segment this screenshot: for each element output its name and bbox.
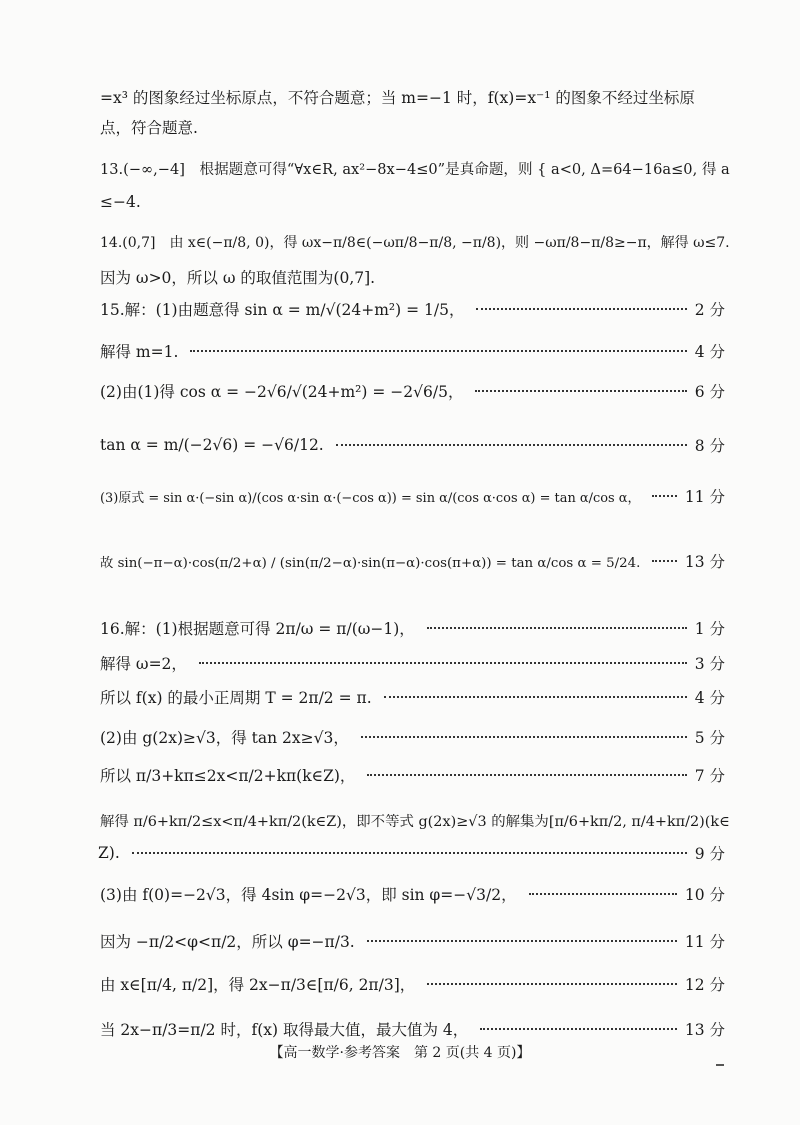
answer-15-step-4: tan α = m/(−2√6) = −√6/12. 8 分 [100, 436, 725, 455]
dot-leader [480, 1028, 677, 1030]
dot-leader [384, 696, 687, 698]
answer-16-step-7: (3)由 f(0)=−2√3，得 4sin φ=−2√3，即 sin φ=−√3/2， 10 分 [100, 883, 725, 905]
dot-leader [652, 495, 676, 497]
dot-leader [367, 940, 677, 942]
answer-16-step-6-cont: Z). 9 分 [98, 844, 725, 863]
answer-16-step-8: 因为 −π/2<φ<π/2，所以 φ=−π/3. 11 分 [100, 930, 725, 952]
answer-15-step-5: (3)原式 = sin α·(−sin α)/(cos α·sin α·(−cos α)) = sin α/(cos α·cos α) = tan α/cos α， 11 分 [100, 485, 725, 507]
dot-leader [367, 774, 686, 776]
score-badge: 12 分 [684, 976, 725, 994]
answer-16-step-10: 当 2x−π/3=π/2 时，f(x) 取得最大值，最大值为 4， 13 分 [100, 1018, 725, 1040]
score-badge: 11 分 [684, 933, 725, 951]
score-badge: 10 分 [684, 886, 725, 904]
answer-13-line-1: 13.(−∞,−4] 根据题意可得“∀x∈R, ax²−8x−4≤0”是真命题，则 { a<0, Δ=64−16a≤0, 得 a [100, 161, 730, 178]
score-badge: 8 分 [694, 437, 725, 455]
dot-leader [132, 852, 687, 854]
answer-16-step-9: 由 x∈[π/4, π/2]，得 2x−π/3∈[π/6, 2π/3]， 12 分 [100, 973, 725, 995]
corner-mark [716, 1064, 724, 1066]
dot-leader [361, 736, 687, 738]
answer-16-step-2: 解得 ω=2， 3 分 [100, 652, 725, 674]
score-badge: 1 分 [694, 620, 725, 638]
answer-16-step-6: 解得 π/6+kπ/2≤x<π/4+kπ/2(k∈Z)，即不等式 g(2x)≥√3 的解集为[π/6+kπ/2, π/4+kπ/2)(k∈ [100, 814, 730, 830]
dot-leader [475, 390, 686, 392]
score-badge: 2 分 [694, 301, 725, 319]
answer-16-step-4: (2)由 g(2x)≥√3，得 tan 2x≥√3， 5 分 [100, 726, 725, 748]
answer-16-step-3: 所以 f(x) 的最小正周期 T = 2π/2 = π. 4 分 [100, 686, 725, 708]
answer-15-step-3: (2)由(1)得 cos α = −2√6/√(24+m²) = −2√6/5， 6 分 [100, 380, 725, 402]
score-badge: 13 分 [684, 1021, 725, 1039]
continuation-line-1: =x³ 的图象经过坐标原点，不符合题意；当 m=−1 时，f(x)=x⁻¹ 的图象不经过坐标原 [100, 89, 695, 107]
dot-leader [476, 308, 686, 310]
answer-14-line-2: 因为 ω>0，所以 ω 的取值范围为(0,7]. [100, 269, 376, 287]
page-footer: 【高一数学·参考答案 第 2 页(共 4 页)】 [269, 1045, 531, 1061]
answer-15-step-1: 15.解：(1)由题意得 sin α = m/√(24+m²) = 1/5， 2 分 [100, 298, 725, 320]
answer-15-step-6: 故 sin(−π−α)·cos(π/2+α) / (sin(π/2−α)·sin(π−α)·cos(π+α)) = tan α/cos α = 5/24. 13 分 [100, 550, 725, 572]
score-badge: 11 分 [684, 488, 725, 506]
answer-13-line-2: ≤−4. [100, 193, 141, 211]
dot-leader [427, 627, 687, 629]
score-badge: 5 分 [694, 729, 725, 747]
dot-leader [199, 662, 687, 664]
score-badge: 6 分 [694, 383, 725, 401]
score-badge: 3 分 [694, 655, 725, 673]
dot-leader [427, 983, 677, 985]
answer-15-step-2: 解得 m=1. 4 分 [100, 340, 725, 362]
score-badge: 7 分 [694, 767, 725, 785]
answer-14-line-1: 14.(0,7] 由 x∈(−π/8, 0)，得 ωx−π/8∈(−ωπ/8−π/8, −π/8)，则 −ωπ/8−π/8≥−π，解得 ω≤7. [100, 235, 730, 251]
answer-16-step-5: 所以 π/3+kπ≤2x<π/2+kπ(k∈Z)， 7 分 [100, 764, 725, 786]
dot-leader [336, 444, 687, 446]
score-badge: 13 分 [684, 553, 725, 571]
continuation-line-2: 点，符合题意. [100, 119, 198, 137]
dot-leader [652, 560, 676, 562]
answer-16-step-1: 16.解：(1)根据题意可得 2π/ω = π/(ω−1)， 1 分 [100, 617, 725, 639]
score-badge: 4 分 [694, 343, 725, 361]
dot-leader [529, 893, 677, 895]
score-badge: 9 分 [694, 845, 725, 863]
dot-leader [190, 350, 686, 352]
score-badge: 4 分 [694, 689, 725, 707]
